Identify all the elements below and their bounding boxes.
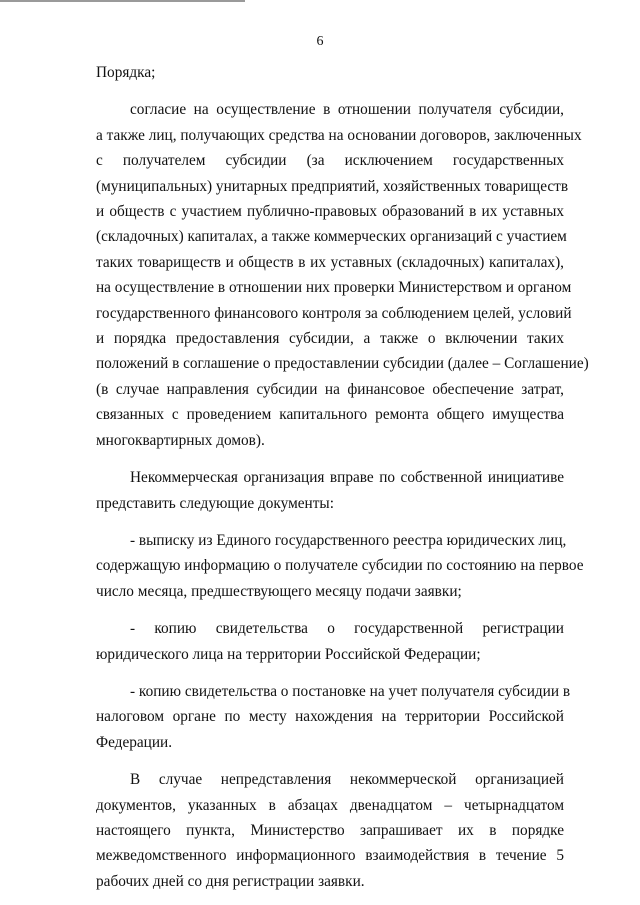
text-line: и порядка предоставления субсидии, а также о включении таких xyxy=(96,330,564,348)
text-line: содержащую информацию о получателе субсидии по состоянию на первое xyxy=(96,557,584,575)
paragraph-consent xyxy=(96,97,589,453)
text-line: государственного финансового контроля за соблюдением целей, условий xyxy=(96,304,572,322)
text-line: с получателем субсидии (за исключением государственных xyxy=(96,152,564,170)
text-line: межведомственного информационного взаимодействия в течение 5 xyxy=(96,847,564,865)
text-line: (складочных) капиталах, а также коммерческих организаций с участием xyxy=(96,228,567,246)
paragraph-gap xyxy=(96,755,564,767)
page-number: 6 xyxy=(316,34,324,49)
text-line: Федерации. xyxy=(96,733,173,751)
paragraph-gap xyxy=(96,604,564,616)
top-scan-rule xyxy=(0,0,245,2)
text-line: число месяца, предшествующего месяцу подачи заявки; xyxy=(96,582,462,600)
text-line: документов, указанных в абзацах двенадцатом – четырнадцатом xyxy=(96,796,564,814)
text-line: положений в соглашение о предоставлении субсидии (далее – Соглашение) xyxy=(96,355,589,373)
paragraph-gap xyxy=(96,85,564,97)
text-line: а также лиц, получающих средства на основании договоров, заключенных xyxy=(96,126,582,144)
text-line: В случае непредставления некоммерческой организацией xyxy=(130,771,564,789)
paragraph-continuation xyxy=(96,60,564,85)
text-line: представить следующие документы: xyxy=(96,494,334,512)
paragraph-gap xyxy=(96,667,564,679)
text-line: и обществ с участием публично-правовых образований в их уставных xyxy=(96,203,564,221)
text-line: - копию свидетельства о постановке на учет получателя субсидии в xyxy=(130,682,571,700)
paragraph-documents-intro xyxy=(96,465,564,516)
text-line: многоквартирных домов). xyxy=(96,431,265,449)
list-item-registry-extract xyxy=(96,528,584,604)
text-line: (муниципальных) унитарных предприятий, хозяйственных товариществ xyxy=(96,177,569,195)
text-line: таких товариществ и обществ в их уставных (складочных) капиталах), xyxy=(96,253,564,271)
text-line: юридического лица на территории Российской Федерации; xyxy=(96,645,481,663)
text-line: (в случае направления субсидии на финансовое обеспечение затрат, xyxy=(96,380,564,398)
text-line: связанных с проведением капитального ремонта общего имущества xyxy=(96,406,564,424)
text-line: рабочих дней со дня регистрации заявки. xyxy=(96,872,365,890)
paragraph-gap xyxy=(96,516,564,528)
text-line: настоящего пункта, Министерство запрашивает их в порядке xyxy=(96,821,564,839)
list-item-tax-certificate xyxy=(96,679,571,755)
text-line: - копию свидетельства о государственной регистрации xyxy=(130,620,564,638)
list-item-registration-certificate xyxy=(96,616,564,667)
text-line: налоговом органе по месту нахождения на территории Российской xyxy=(96,708,564,726)
text-line: - выписку из Единого государственного реестра юридических лиц, xyxy=(130,531,567,549)
paragraph-ministry-request xyxy=(96,767,564,894)
document-body xyxy=(96,60,589,894)
text-line: на осуществление в отношении них проверки Министерством и органом xyxy=(96,279,572,297)
text-line: согласие на осуществление в отношении получателя субсидии, xyxy=(130,101,564,119)
text-line: Некоммерческая организация вправе по собственной инициативе xyxy=(130,469,564,487)
text-line: Порядка; xyxy=(96,64,156,81)
paragraph-gap xyxy=(96,453,564,465)
